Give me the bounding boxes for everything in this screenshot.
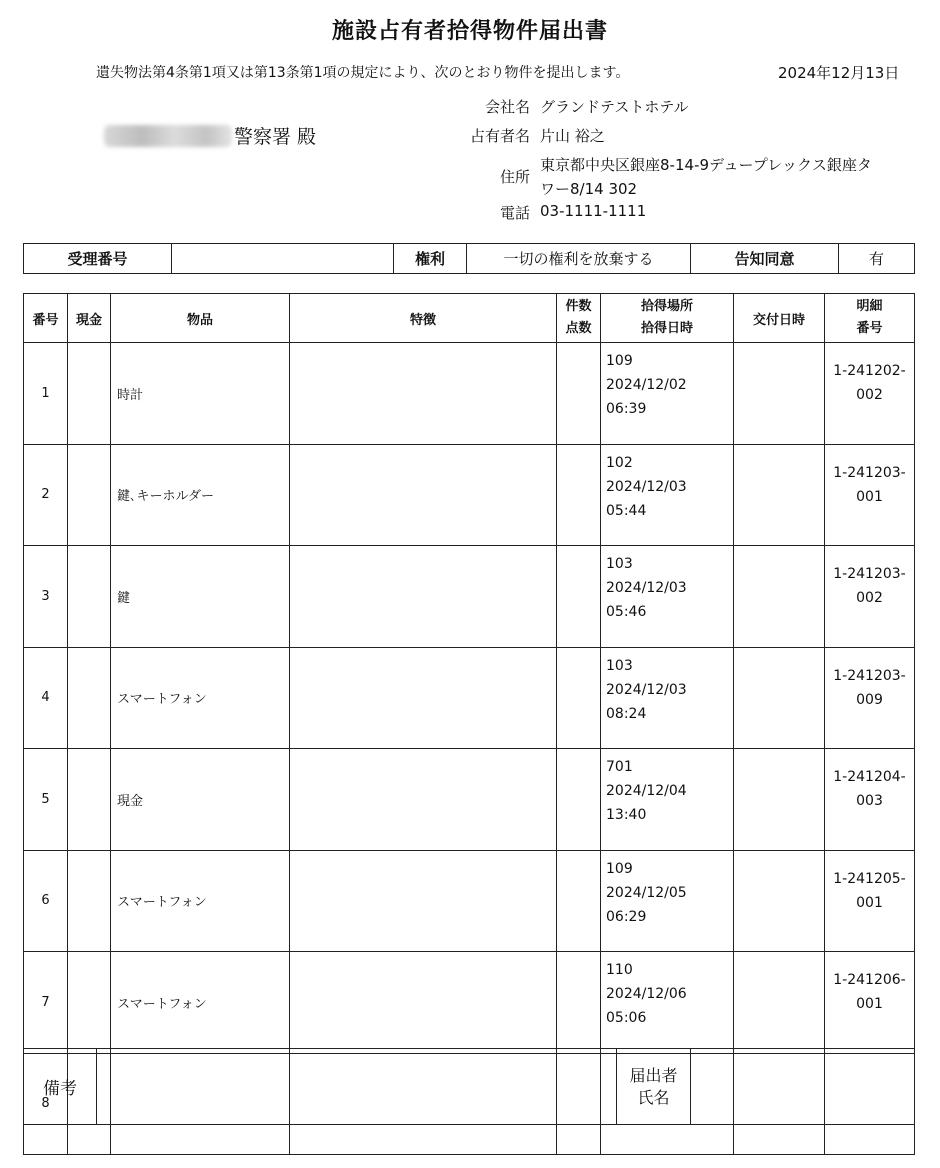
remarks-table (23, 1048, 915, 1125)
row-number: 4 (24, 647, 68, 749)
row-item: 現金 (111, 749, 290, 851)
header-detail (825, 294, 915, 343)
row-count (557, 850, 601, 952)
row-cash (68, 952, 111, 1054)
row-delivery (734, 343, 825, 445)
row-cash (68, 647, 111, 749)
row-delivery (734, 850, 825, 952)
row-date: 2024/12/04 (606, 783, 687, 799)
row-number: 8 (24, 1053, 68, 1155)
header-cash: 現金 (68, 294, 111, 343)
remarks-field[interactable] (97, 1049, 617, 1125)
occupant-value: 片山 裕之 (540, 127, 605, 145)
table-row (24, 546, 915, 648)
row-date: 2024/12/03 (606, 580, 687, 596)
row-count (557, 343, 601, 445)
header-feature: 特徴 (290, 294, 557, 343)
lead-text: 遺失物法第4条第1項又は第13条第1項の規定により、次のとおり物件を提出します。 (96, 65, 630, 81)
row-detail-number (825, 647, 915, 749)
header-number: 番号 (24, 294, 68, 343)
row-count (557, 647, 601, 749)
row-feature (290, 444, 557, 546)
row-number: 6 (24, 850, 68, 952)
row-item: スマートフォン (111, 952, 290, 1054)
address-line1: 東京都中央区銀座8-14-9デュープレックス銀座タ (540, 156, 872, 174)
row-delivery (734, 444, 825, 546)
rights-value: 一切の権利を放棄する (467, 244, 691, 274)
receipt-number-label: 受理番号 (24, 244, 172, 274)
row-item: 鍵 (111, 546, 290, 648)
notifier-label-line2: 氏名 (637, 1087, 670, 1107)
row-item: スマートフォン (111, 647, 290, 749)
row-date: 2024/12/02 (606, 377, 687, 393)
table-header-row (24, 294, 915, 343)
address-label: 住所 (499, 168, 530, 186)
row-count (557, 952, 601, 1054)
consent-label: 告知同意 (691, 244, 839, 274)
row-place-datetime (601, 343, 734, 445)
header-count (557, 294, 601, 343)
header-place-line1: 拾得場所 (640, 299, 693, 314)
row-feature (290, 647, 557, 749)
row-feature (290, 850, 557, 952)
table-row (24, 343, 915, 445)
row-detail-line2: 009 (856, 691, 883, 708)
table-row (24, 749, 915, 851)
redacted-police-name (104, 125, 232, 147)
receipt-number-field[interactable] (172, 244, 394, 274)
row-detail-number (825, 546, 915, 648)
row-detail-number (825, 850, 915, 952)
notifier-name-field[interactable] (691, 1049, 915, 1125)
status-table (23, 243, 915, 274)
row-place-datetime (601, 444, 734, 546)
row-detail-line2: 001 (856, 488, 883, 505)
items-table (23, 293, 915, 1155)
row-delivery (734, 546, 825, 648)
address-line2: ワー8/14 302 (540, 180, 638, 198)
recipient-police (104, 122, 316, 149)
row-time: 08:24 (606, 705, 647, 722)
row-feature (290, 749, 557, 851)
header-delivery: 交付日時 (734, 294, 825, 343)
remarks-label: 備考 (24, 1049, 97, 1125)
row-detail-line1: 1-241206- (833, 972, 906, 988)
row-number: 1 (24, 343, 68, 445)
row-number: 3 (24, 546, 68, 648)
row-time: 13:40 (606, 807, 647, 823)
row-detail-number (825, 444, 915, 546)
row-time: 06:39 (606, 401, 647, 417)
phone-label: 電話 (499, 204, 530, 222)
row-cash (68, 749, 111, 851)
row-detail-line1: 1-241205- (833, 870, 906, 887)
row-item: 時計 (111, 343, 290, 445)
header-detail-line2: 番号 (856, 321, 883, 336)
row-number: 5 (24, 749, 68, 851)
row-place: 109 (606, 353, 633, 369)
row-number: 2 (24, 444, 68, 546)
row-place: 701 (606, 759, 633, 775)
row-detail-line2: 001 (856, 996, 883, 1012)
notifier-label (617, 1049, 691, 1125)
row-feature (290, 952, 557, 1054)
row-place-datetime (601, 647, 734, 749)
row-date: 2024/12/03 (606, 681, 687, 698)
row-detail-number (825, 343, 915, 445)
header-count-line2: 点数 (565, 321, 592, 336)
row-time: 06:29 (606, 908, 647, 925)
row-detail-line1: 1-241203- (833, 667, 906, 684)
row-time: 05:06 (606, 1010, 647, 1026)
table-row (24, 850, 915, 952)
row-place-datetime (601, 952, 734, 1054)
header-place (601, 294, 734, 343)
row-detail-line2: 002 (856, 387, 883, 403)
row-place: 103 (606, 556, 633, 572)
row-count (557, 749, 601, 851)
header-count-line1: 件数 (565, 299, 592, 314)
row-date: 2024/12/03 (606, 478, 687, 495)
row-number: 7 (24, 952, 68, 1054)
header-item: 物品 (111, 294, 290, 343)
row-feature (290, 546, 557, 648)
phone-value: 03-1111-1111 (540, 202, 647, 220)
row-count (557, 444, 601, 546)
row-detail-number (825, 952, 915, 1054)
row-count (557, 546, 601, 648)
row-date: 2024/12/05 (606, 884, 687, 901)
row-place-datetime (601, 749, 734, 851)
row-detail-line1: 1-241203- (833, 566, 906, 582)
table-row (24, 444, 915, 546)
row-time: 05:44 (606, 502, 647, 519)
notifier-label-line1: 届出者 (629, 1065, 678, 1085)
row-detail-line2: 001 (856, 894, 883, 911)
row-cash (68, 546, 111, 648)
row-cash (68, 343, 111, 445)
rights-label: 権利 (394, 244, 467, 274)
document-date: 2024年12月13日 (778, 64, 900, 82)
row-place-datetime (601, 546, 734, 648)
row-detail-line1: 1-241202- (833, 363, 906, 379)
row-place: 110 (606, 962, 633, 978)
row-detail-line1: 1-241204- (833, 769, 906, 785)
row-item: 鍵､キーホルダー (111, 444, 290, 546)
header-place-line2: 拾得日時 (640, 321, 693, 336)
occupant-label: 占有者名 (469, 127, 530, 145)
company-value: グランドテストホテル (540, 98, 689, 116)
row-date: 2024/12/06 (606, 986, 687, 1002)
document-title: 施設占有者拾得物件届出書 (331, 19, 608, 44)
consent-value: 有 (839, 244, 915, 274)
row-place: 109 (606, 860, 633, 877)
row-delivery (734, 749, 825, 851)
row-place: 103 (606, 657, 633, 674)
row-item: スマートフォン (111, 850, 290, 952)
row-time: 05:46 (606, 604, 647, 620)
row-detail-number (825, 749, 915, 851)
row-detail-line2: 003 (856, 793, 883, 809)
row-place: 102 (606, 454, 633, 471)
row-delivery (734, 647, 825, 749)
row-cash (68, 850, 111, 952)
row-detail-line1: 1-241203- (833, 464, 906, 481)
row-place-datetime (601, 850, 734, 952)
row-cash (68, 444, 111, 546)
row-delivery (734, 952, 825, 1054)
company-label: 会社名 (484, 98, 530, 116)
row-detail-line2: 002 (856, 590, 883, 606)
table-row (24, 952, 915, 1054)
table-row (24, 647, 915, 749)
header-detail-line1: 明細 (856, 299, 883, 314)
recipient-suffix: 警察署 殿 (234, 126, 317, 148)
row-feature (290, 343, 557, 445)
